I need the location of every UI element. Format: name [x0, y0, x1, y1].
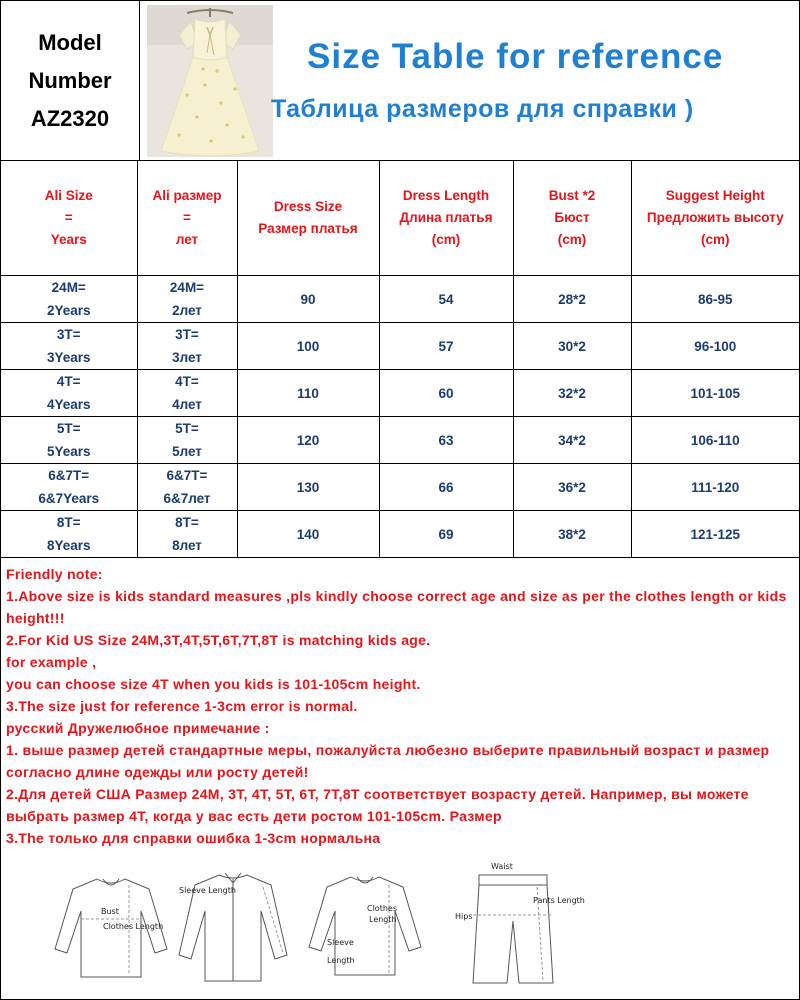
cell-dress-length: 54 — [379, 276, 513, 323]
model-label-2: Number — [28, 67, 112, 93]
cell-ali-size-ru: 3T= 3лет — [137, 323, 237, 370]
table-row — [1, 276, 799, 323]
cell-bust: 38*2 — [513, 511, 631, 558]
cell-ali-size: 8T= 8Years — [1, 511, 137, 558]
cell-ali-size: 3T= 3Years — [1, 323, 137, 370]
cell-ali-size: 24M= 2Years — [1, 276, 137, 323]
notes-heading: Friendly note: — [6, 566, 103, 582]
cell-dress-size: 100 — [237, 323, 379, 370]
label-length: Length — [369, 915, 397, 924]
label-bust: Bust — [101, 907, 119, 916]
table-row — [1, 511, 799, 558]
notes-heading-ru: русский Дружелюбное примечание : — [6, 720, 270, 736]
header-dress-length: Dress Length Длина платья (cm) — [379, 161, 513, 276]
friendly-notes — [6, 563, 796, 849]
title-english: Size Table for reference — [307, 37, 724, 76]
pants-diagram — [473, 875, 553, 983]
cell-dress-size: 120 — [237, 417, 379, 464]
cell-dress-size: 90 — [237, 276, 379, 323]
label-hips: Hips — [455, 912, 473, 921]
header-ali-size-ru: Ali размер = лет — [137, 161, 237, 276]
cell-ali-size-ru: 24M= 2лет — [137, 276, 237, 323]
cell-bust: 34*2 — [513, 417, 631, 464]
cell-height: 106-110 — [631, 417, 799, 464]
cell-dress-length: 60 — [379, 370, 513, 417]
cell-ali-size-ru: 8T= 8лет — [137, 511, 237, 558]
header-bust: Bust *2 Бюст (cm) — [513, 161, 631, 276]
note-ru-1: 1. выше размер детей стандартные меры, пожалуйста любезно выберите правильный возраст и размер согласно длине одежды или росту детей! — [6, 742, 770, 780]
dress-photo — [147, 5, 273, 157]
model-label-1: Model — [38, 29, 102, 55]
cell-ali-size: 5T= 5Years — [1, 417, 137, 464]
label-clothes: Clothes — [367, 904, 397, 913]
header-dress-size: Dress Size Размер платья — [237, 161, 379, 276]
cell-dress-size: 130 — [237, 464, 379, 511]
note-1: 1.Above size is kids standard measures ,pls kindly choose correct age and size as per the clothes length or kids height!!! — [6, 588, 787, 626]
cell-dress-length: 63 — [379, 417, 513, 464]
cell-height: 111-120 — [631, 464, 799, 511]
sweater-diagram — [309, 877, 421, 975]
note-3: for example , — [6, 654, 97, 670]
model-number-box — [1, 1, 140, 160]
label-clothes-length-1: Clothes Length — [103, 922, 164, 931]
cell-bust: 30*2 — [513, 323, 631, 370]
note-4: you can choose size 4T when you kids is 101-105cm height. — [6, 676, 421, 692]
cell-bust: 32*2 — [513, 370, 631, 417]
cell-height: 101-105 — [631, 370, 799, 417]
label-sleeve-length: Sleeve Length — [179, 886, 236, 895]
note-ru-2: 2.Для детей США Размер 24M, 3T, 4T, 5T, 6T, 7T,8T соответствует возрасту детей. Например, вы можете выбрать размер 4T, когда у вас есть дети ростом 101-105cm. Размер — [6, 786, 749, 824]
cell-dress-length: 57 — [379, 323, 513, 370]
cell-height: 96-100 — [631, 323, 799, 370]
header — [1, 1, 799, 161]
table-row — [1, 370, 799, 417]
cell-ali-size-ru: 4T= 4лет — [137, 370, 237, 417]
title-russian: Таблица размеров для справки ) — [271, 95, 694, 123]
cell-ali-size-ru: 6&7T= 6&7лет — [137, 464, 237, 511]
table-row — [1, 323, 799, 370]
note-5: 3.The size just for reference 1-3cm error is normal. — [6, 698, 358, 714]
table-row — [1, 417, 799, 464]
header-suggest-height: Suggest Height Предложить высоту (cm) — [631, 161, 799, 276]
note-2: 2.For Kid US Size 24M,3T,4T,5T,6T,7T,8T is matching kids age. — [6, 632, 431, 648]
cell-dress-length: 69 — [379, 511, 513, 558]
label-length-2: Length — [327, 956, 355, 965]
model-number: AZ2320 — [30, 105, 110, 131]
label-waist: Waist — [491, 862, 513, 871]
cell-ali-size: 4T= 4Years — [1, 370, 137, 417]
header-ali-size: Ali Size = Years — [1, 161, 137, 276]
size-table — [1, 161, 799, 558]
cell-height: 121-125 — [631, 511, 799, 558]
label-sleeve: Sleeve — [327, 938, 354, 947]
cell-ali-size: 6&7T= 6&7Years — [1, 464, 137, 511]
table-row — [1, 464, 799, 511]
cell-height: 86-95 — [631, 276, 799, 323]
cell-ali-size-ru: 5T= 5лет — [137, 417, 237, 464]
label-pants-length: Pants Length — [533, 896, 585, 905]
note-ru-3: 3.The только для справки ошибка 1-3cm нормальна — [6, 830, 381, 846]
cell-dress-size: 110 — [237, 370, 379, 417]
measurement-diagrams — [49, 859, 585, 991]
table-header-row — [1, 161, 799, 276]
cell-bust: 28*2 — [513, 276, 631, 323]
cell-bust: 36*2 — [513, 464, 631, 511]
cell-dress-size: 140 — [237, 511, 379, 558]
cell-dress-length: 66 — [379, 464, 513, 511]
